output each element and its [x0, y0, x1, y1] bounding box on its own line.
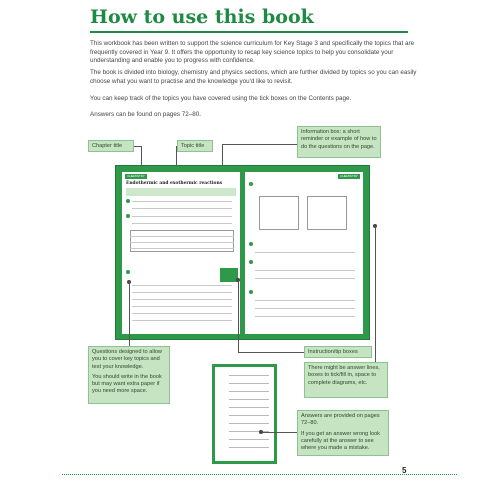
intro-paragraph-4: Answers can be found on pages 72–80.	[90, 111, 201, 118]
leader-answers-dot	[259, 430, 263, 434]
spread-line	[132, 313, 232, 314]
spread-graph-left	[259, 196, 299, 230]
callout-answer-lines-text: There might be answer lines, boxes to tick/fill in, space to complete diagrams, etc.	[308, 365, 380, 386]
intro-paragraph-3: You can keep track of the topics you have covered using the tick boxes on the Contents page.	[90, 95, 352, 102]
leader-answers-h	[262, 432, 298, 433]
spread-question-number	[126, 199, 130, 203]
callout-topic-title	[177, 140, 213, 152]
spread-table-row	[130, 248, 234, 249]
spread-right-page	[245, 172, 363, 334]
spread-table	[130, 230, 234, 252]
spread-table-row	[130, 236, 234, 237]
spread-line	[132, 292, 232, 293]
title-rule	[90, 31, 408, 33]
callout-questions	[88, 346, 170, 404]
spread-question-number	[249, 290, 253, 294]
callout-instruction-tip	[304, 346, 372, 358]
thumb-line	[229, 439, 269, 440]
spread-line	[132, 320, 232, 321]
callout-information-box-text: Information box: a short reminder or example of how to do the questions on the page.	[301, 129, 377, 150]
spread-question-number	[249, 260, 253, 264]
thumb-line	[229, 375, 269, 376]
spread-line	[255, 300, 355, 301]
callout-answer-lines	[304, 362, 388, 398]
callout-answers	[297, 410, 389, 456]
page-number: 5	[402, 466, 407, 475]
callout-answers-text-2: If you get an answer wrong look carefully at the answer to see where you made a mistake.	[301, 430, 380, 452]
spread-question-number	[249, 182, 253, 186]
spread-line	[255, 316, 355, 317]
leader-tip-v	[238, 280, 239, 352]
spread-line	[132, 299, 232, 300]
spread-page-title: Endothermic and exothermic reactions	[126, 181, 223, 186]
spread-question-number	[126, 214, 130, 218]
thumb-line	[229, 447, 269, 448]
callout-information-box	[297, 126, 381, 158]
thumb-line	[229, 383, 269, 384]
spread-line	[132, 201, 232, 202]
spread-graph-right	[307, 196, 347, 230]
spread-line	[132, 208, 232, 209]
spread-line	[132, 306, 232, 307]
spread-table-row	[130, 242, 234, 243]
spread-line	[255, 278, 355, 279]
leader-questions-v	[129, 282, 130, 346]
workbook-spread	[115, 165, 370, 340]
footer-dotted-rule	[62, 474, 457, 475]
spread-question-number	[249, 242, 253, 246]
spread-line	[255, 270, 355, 271]
spread-chapter-label: CHEMISTRY	[125, 174, 147, 179]
thumb-line	[229, 407, 269, 408]
leader-info-h	[222, 144, 297, 145]
spread-info-box	[126, 188, 236, 196]
spread-left-page	[122, 172, 240, 334]
answers-book-thumbnail	[212, 364, 277, 464]
page-title: How to use this book	[90, 6, 314, 28]
callout-questions-text-2: You should write in the book but may want extra paper if you need more space.	[92, 373, 162, 395]
spread-question-number	[126, 270, 130, 274]
thumb-line	[229, 415, 269, 416]
spread-right-chapter-label: CHEMISTRY	[338, 174, 360, 179]
thumb-line	[229, 423, 269, 424]
intro-paragraph-1: This workbook has been written to support the science curriculum for Key Stage 3 and specifically the topics that are frequently covered in Year 9. It offers the opportunity to recap key science topics to help you consolidate your understanding and enable you to progress with confidence.	[90, 40, 415, 65]
callout-questions-text-1: Questions designed to allow you to cover key topics and test your knowledge.	[92, 349, 162, 370]
spread-line	[255, 308, 355, 309]
spread-line	[132, 285, 232, 286]
intro-paragraph-2: The book is divided into biology, chemistry and physics sections, which are further divided by topics so you can easily choose what you want to practise and the knowledge you'd like to revisit.	[90, 69, 417, 85]
thumb-line	[229, 391, 269, 392]
leader-tip-h	[238, 352, 304, 353]
spread-line	[255, 252, 355, 253]
callout-instruction-tip-text: Instruction/tip boxes	[308, 349, 358, 355]
callout-topic-title-text: Topic title	[181, 143, 205, 149]
leader-answer-lines-v	[375, 226, 376, 362]
callout-answers-text-1: Answers are provided on pages 72–80.	[301, 413, 380, 427]
spread-line	[132, 223, 232, 224]
thumb-line	[229, 399, 269, 400]
spread-line	[132, 216, 232, 217]
callout-chapter-title-text: Chapter title	[92, 143, 123, 149]
callout-chapter-title	[88, 140, 134, 152]
